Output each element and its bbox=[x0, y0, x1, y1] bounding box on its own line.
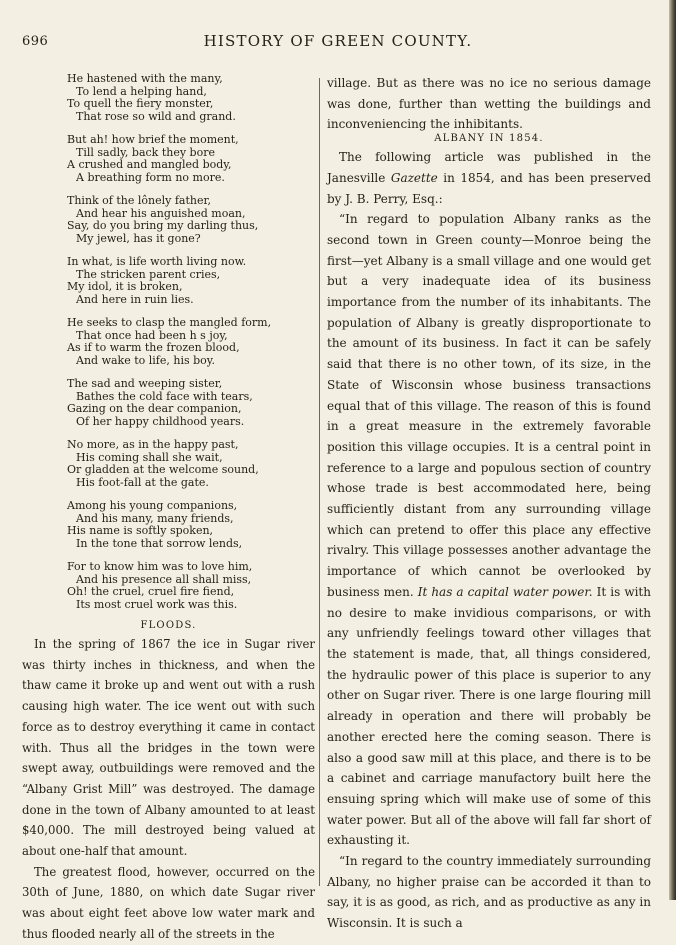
poem-line: Or gladden at the welcome sound, bbox=[67, 463, 259, 476]
poem-line: That rose so wild and grand. bbox=[76, 109, 236, 123]
poem-line: A crushed and mangled body, bbox=[67, 158, 232, 171]
flood-continuation-paragraph: village. But as there was no ice no serious damage was done, further than wetting the buildings and inconveniencing the inhibitants. bbox=[327, 76, 651, 132]
left-column bbox=[22, 73, 315, 945]
poem-line: And his many, many friends, bbox=[76, 511, 234, 525]
poem-line: To lend a helping hand, bbox=[76, 84, 207, 98]
poem-line: The stricken parent cries, bbox=[76, 267, 221, 281]
poem-stanza bbox=[67, 134, 315, 184]
albany-1854-heading: ALBANY IN 1854. bbox=[434, 133, 544, 145]
poem-line: He seeks to clasp the mangled form, bbox=[67, 316, 272, 329]
poem-stanza bbox=[67, 195, 315, 245]
page-number: 696 bbox=[22, 34, 49, 49]
floods-paragraph-1: In the spring of 1867 the ice in Sugar river was thirty inches in thickness, and when the thaw came it broke up and went out with a rush causing high water. The ice went out with such force as to destroy everything it came in contact with. Thus all the bridges in the town were swept away, outbuildings were removed and the “Albany Grist Mill” was destroyed. The damage done in the town of Albany amounted to at least $40,000. The mill destroyed being valued at about one-half that amount. bbox=[22, 637, 315, 859]
poem-line: As if to warm the frozen blood, bbox=[67, 341, 240, 354]
poem-line: That once had been h s joy, bbox=[76, 328, 228, 342]
poem-line: My jewel, has it gone? bbox=[76, 231, 201, 245]
running-head-title: HISTORY OF GREEN COUNTY. bbox=[203, 32, 473, 50]
poem-line: And his presence all shall miss, bbox=[76, 572, 252, 586]
poem-line: But ah! how brief the moment, bbox=[67, 133, 239, 146]
poem-line: In the tone that sorrow lends, bbox=[76, 536, 243, 550]
poem-stanza bbox=[67, 317, 315, 367]
right-column bbox=[327, 73, 651, 934]
water-power-emphasis: It has a capital water power. bbox=[417, 584, 593, 599]
poem-line: Oh! the cruel, cruel fire fiend, bbox=[67, 585, 235, 598]
poem-stanza bbox=[67, 439, 315, 489]
floods-heading: FLOODS. bbox=[140, 620, 197, 631]
poem-stanza bbox=[67, 561, 315, 611]
poem-line: In what, is life worth living now. bbox=[67, 255, 247, 268]
poem-line: Its most cruel work was this. bbox=[76, 597, 238, 611]
poem-line: For to know him was to love him, bbox=[67, 560, 253, 573]
poem-line: Bathes the cold face with tears, bbox=[76, 389, 253, 403]
quote-paragraph-1 bbox=[327, 209, 651, 851]
poem-line: No more, as in the happy past, bbox=[67, 438, 239, 451]
poem-line: And hear his anguished moan, bbox=[76, 206, 246, 220]
quote-paragraph-1-rest: It is with no desire to make invidious comparisons, or with any unfriendly feelings toward other villages that the statement is made, that, all things considered, the hydraulic power of this place is superior to any other on Sugar river. There is one large flouring mill already in operation and there will probably be another erected here the coming season. There is also a good saw mill at this place, and there is to be a cabinet and carriage manufactory built here the ensuing spring which will make use of some of this water power. But all of the above will fall far short of exhausting it. bbox=[327, 584, 651, 848]
poem-line: Think of the lônely father, bbox=[67, 194, 212, 207]
poem-line: Of her happy childhood years. bbox=[76, 414, 245, 428]
poem-line: My idol, it is broken, bbox=[67, 280, 183, 293]
poem-stanza bbox=[67, 256, 315, 306]
poem-line: And here in ruin lies. bbox=[76, 292, 194, 306]
poem-line: He hastened with the many, bbox=[67, 72, 223, 85]
poem-line: To quell the fiery monster, bbox=[67, 97, 214, 110]
poem-stanza bbox=[67, 378, 315, 428]
quote-paragraph-2: “In regard to the country immediately surrounding Albany, no higher praise can be accorded it than to say, it is as good, as rich, and as productive as any in Wisconsin. It is such a bbox=[327, 854, 651, 931]
poem bbox=[67, 73, 315, 611]
poem-line: And wake to life, his boy. bbox=[76, 353, 216, 367]
poem-line: Gazing on the dear companion, bbox=[67, 402, 242, 415]
poem-line: His foot-fall at the gate. bbox=[76, 475, 209, 489]
poem-line: A breathing form no more. bbox=[76, 170, 225, 184]
poem-line: Say, do you bring my darling thus, bbox=[67, 219, 259, 232]
poem-stanza bbox=[67, 500, 315, 550]
page-edge bbox=[669, 0, 676, 900]
poem-line: His name is softly spoken, bbox=[67, 524, 214, 537]
poem-line: His coming shall she wait, bbox=[76, 450, 223, 464]
floods-paragraph-2: The greatest flood, however, occurred on the 30th of June, 1880, on which date Sugar river was about eight feet above low water mark and thus flooded nearly all of the streets in the bbox=[22, 864, 315, 941]
gazette-intro-paragraph: The following article was published in the Janesville Gazette in 1854, and has been preserved by J. B. Perry, Esq.: bbox=[327, 150, 651, 206]
poem-line: Till sadly, back they bore bbox=[76, 145, 215, 159]
poem-line: The sad and weeping sister, bbox=[67, 377, 223, 390]
poem-line: Among his young companions, bbox=[67, 499, 238, 512]
poem-stanza bbox=[67, 73, 315, 123]
column-divider bbox=[319, 78, 320, 886]
quote-paragraph-1-text: “In regard to population Albany ranks as the second town in Green county—Monroe being the first—yet Albany is a small village and one would get but a very inadequate idea of its business importance from the number of its inhabitants. The population of Albany is greatly disproportionate to the amount of its business. In fact it can be safely said that there is no other town, of its size, in the State of Wisconsin whose business transactions equal that of this village. The reason of this is found in a great measure in the extremely favorable position this village occupies. It is a central point in reference to a large and populous section of country whose trade is best accommodated here, being sufficiently distant from any surrounding village which can pretend to offer this place any effective rivalry. This village possesses another advantage the importance of which cannot be overlooked by business men. bbox=[327, 212, 651, 599]
